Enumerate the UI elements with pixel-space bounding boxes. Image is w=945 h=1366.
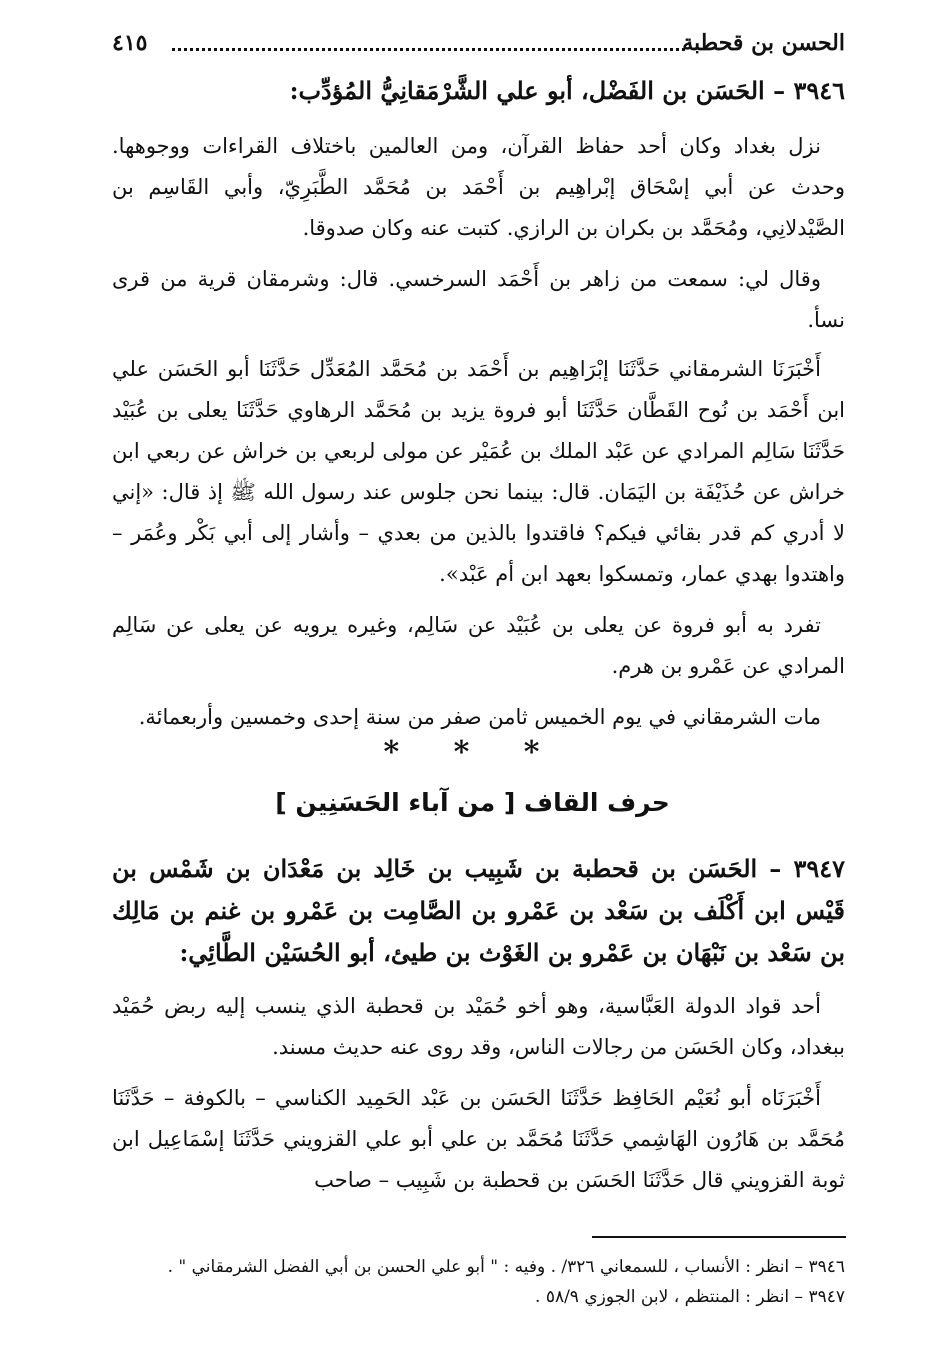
paragraph: تفرد به أبو فروة عن يعلى بن عُبَيْد عن سَالِم، وغيره يرويه عن يعلى عن سَالِم المرادي عن عَمْرو بن هرم.: [112, 613, 845, 678]
paragraph: أحد قواد الدولة العَبَّاسية، وهو أخو حُمَيْد بن قحطبة الذي ينسب إليه ربض حُمَيْد ببغداد، وكان الحَسَن من رجالات الناس، وقد روى عنه حديث مسند.: [112, 994, 845, 1059]
footnotes: [112, 1252, 845, 1312]
paragraph: أَخْبَرَنَا الشرمقاني حَدَّثَنَا إبْرَاهِيم بن أَحْمَد بن مُحَمَّد المُعَدِّل حَدَّثَنَا أبو الحَسَن علي ابن أَحْمَد بن نُوح القَطَّان حَدَّثَنَا أبو فروة يزيد بن مُحَمَّد الرهاوي حَدَّثَنَا يعلى بن عُبَيْد حَدَّثَنَا سَالِم المرادي عن عَبْد الملك بن عُمَيْر عن مولى لربعي بن خراش عن ربعي ابن خراش عن حُذَيْفَة بن اليَمَان. قال: بينما نحن جلوس عند رسول الله ﷺ إذ قال: «إني لا أدري كم قدر بقائي فيكم؟ فاقتدوا بالذين من بعدي – وأشار إلى أبي بَكْر وعُمَر – واهتدوا بهدي عمار، وتمسكوا بعهد ابن أم عَبْد».: [112, 357, 845, 586]
entry-3946-body: [112, 126, 845, 738]
header-dot-leader: [172, 30, 685, 51]
entry-3946: [112, 70, 845, 112]
entry-3947-body: [112, 986, 845, 1201]
paragraph: أَخْبَرَنَاه أبو نُعَيْم الحَافِظ حَدَّثَنَا الحَسَن بن عَبْد الحَمِيد الكناسي – بالكوفة – حَدَّثَنَا مُحَمَّد بن هَارُون الهَاشِمي حَدَّثَنَا مُحَمَّد بن علي أبو علي القزويني حَدَّثَنَا إسْمَاعِيل ابن ثوبة القزويني قال حَدَّثَنَا الحَسَن بن قحطبة بن شَبِيب – صاحب: [112, 1086, 845, 1192]
footnote: ٣٩٤٦ – انظر : الأنساب ، للسمعاني ٣٢٦/ . وفيه : " أبو علي الحسن بن أبي الفضل الشرمقاني " .: [167, 1257, 845, 1277]
footnote: ٣٩٤٧ – انظر : المنتظم ، لابن الجوزي ٥٨/٩ .: [535, 1287, 845, 1307]
page-number: ٤١٥: [112, 30, 148, 56]
page-header: [112, 24, 845, 64]
entry-heading: ٣٩٤٦ – الحَسَن بن الفَضْل، أبو علي الشَّرْمَقانِيُّ المُؤدِّب:: [289, 76, 845, 105]
section-title: حرف القاف [ من آباء الحَسَنِين ]: [275, 788, 670, 817]
running-title: الحسن بن قحطبة: [682, 30, 845, 56]
paragraph: مات الشرمقاني في يوم الخميس ثامن صفر من سنة إحدى وخمسين وأربعمائة.: [138, 705, 821, 729]
paragraph: وقال لي: سمعت من زاهر بن أَحْمَد السرخسي. قال: وشرمقان قرية من قرى نسأ.: [112, 267, 845, 332]
entry-heading: ٣٩٤٧ – الحَسَن بن قحطبة بن شَبِيب بن خَالِد بن مَعْدَان بن شَمْس بن قَيْس ابن أَكْلَف بن سَعْد بن عَمْرو بن الصَّامِت بن عَمْرو بن غنم بن مَالِك بن سَعْد بن نَبْهَان بن عَمْرو بن الغَوْث بن طيئ، أبو الحُسَيْن الطَّائِي:: [112, 854, 845, 967]
paragraph: نزل بغداد وكان أحد حفاظ القرآن، ومن العالمين باختلاف القراءات ووجوهها. وحدث عن أبي إسْحَاق إبْراهِيم بن أَحْمَد بن مُحَمَّد الطَّبَرِيّ، وأبي القَاسِم بن الصَّيْدلانِي، ومُحَمَّد بن بكران بن الرازي. كتبت عنه وكان صدوقا.: [112, 134, 845, 240]
section-ornament: * * *: [383, 735, 562, 770]
footnote-divider: [592, 1236, 846, 1238]
entry-3947: [112, 848, 845, 974]
